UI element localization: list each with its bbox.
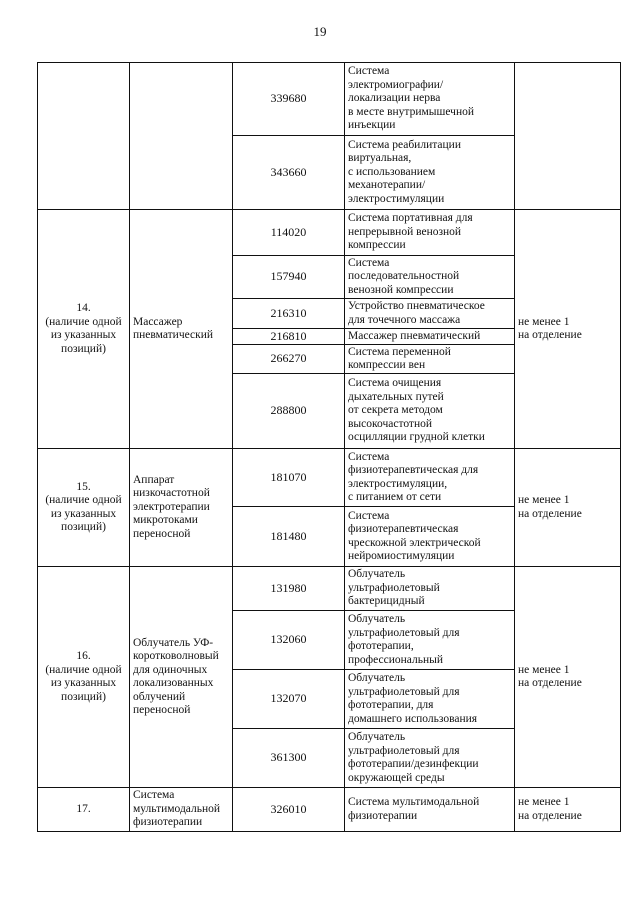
table-row xyxy=(38,449,621,507)
item-name-cell: Система портативная для непрерывной венозной компрессии xyxy=(345,210,515,256)
code-cell: 114020 xyxy=(233,210,345,256)
group-number-cell xyxy=(38,567,130,788)
item-name-cell: Система физиотерапевтическая чрескожной электрической нейромиостимуляции xyxy=(345,507,515,567)
item-name-cell: Облучатель ультрафиолетовый для фототерапии/дезинфекции окружающей среды xyxy=(345,729,515,788)
group-number-cell xyxy=(38,449,130,567)
code-cell: 326010 xyxy=(233,788,345,832)
group-number: 15. xyxy=(76,480,91,493)
device-name-cell: Массажер пневматический xyxy=(130,210,233,449)
item-name-cell: Система мультимодальной физиотерапии xyxy=(345,788,515,832)
item-name-cell: Система очищения дыхательных путей от секрета методом высокочастотной осцилляции грудной клетки xyxy=(345,374,515,449)
device-name-cell: Облучатель УФ- коротковолновый для одиночных локализованных облучений переносной xyxy=(130,567,233,788)
code-cell: 216810 xyxy=(233,329,345,345)
item-name-cell: Облучатель ультрафиолетовый бактерицидный xyxy=(345,567,515,611)
code-cell: 132060 xyxy=(233,611,345,670)
group-note: (наличие одной из указанных позиций) xyxy=(45,663,122,703)
item-name-cell: Система электромиографии/ локализации нерва в месте внутримышечной инъекции xyxy=(345,63,515,136)
device-name-cell xyxy=(130,63,233,210)
code-cell: 181070 xyxy=(233,449,345,507)
group-number-cell xyxy=(38,788,130,832)
item-name-cell: Устройство пневматическое для точечного массажа xyxy=(345,299,515,329)
table-row xyxy=(38,63,621,136)
group-number: 17. xyxy=(76,802,91,815)
item-name-cell: Система последовательностной венозной компрессии xyxy=(345,256,515,299)
item-name-cell: Система физиотерапевтическая для электростимуляции, с питанием от сети xyxy=(345,449,515,507)
table-row xyxy=(38,788,621,832)
quantity-cell: не менее 1 на отделение xyxy=(515,567,621,788)
code-cell: 266270 xyxy=(233,345,345,374)
item-name-cell: Система реабилитации виртуальная, с использованием механотерапии/ электростимуляции xyxy=(345,136,515,210)
group-number: 14. xyxy=(76,302,91,314)
device-name-cell: Аппарат низкочастотной электротерапии микротоками переносной xyxy=(130,449,233,567)
group-number: 16. xyxy=(76,650,91,662)
item-name-cell: Облучатель ультрафиолетовый для фототерапии, для домашнего использования xyxy=(345,670,515,729)
code-cell: 361300 xyxy=(233,729,345,788)
group-note: (наличие одной из указанных позиций) xyxy=(45,494,122,533)
quantity-cell: не менее 1 на отделение xyxy=(515,210,621,449)
code-cell: 131980 xyxy=(233,567,345,611)
item-name-cell: Массажер пневматический xyxy=(345,329,515,345)
quantity-cell: не менее 1 на отделение xyxy=(515,449,621,567)
code-cell: 157940 xyxy=(233,256,345,299)
group-number-cell xyxy=(38,63,130,210)
device-name-cell: Система мультимодальной физиотерапии xyxy=(130,788,233,832)
item-name-cell: Система переменной компрессии вен xyxy=(345,345,515,374)
code-cell: 132070 xyxy=(233,670,345,729)
code-cell: 216310 xyxy=(233,299,345,329)
equipment-table xyxy=(37,62,621,832)
quantity-cell: не менее 1 на отделение xyxy=(515,788,621,832)
quantity-cell xyxy=(515,63,621,210)
item-name-cell: Облучатель ультрафиолетовый для фототерапии, профессиональный xyxy=(345,611,515,670)
code-cell: 181480 xyxy=(233,507,345,567)
table-row xyxy=(38,210,621,256)
code-cell: 343660 xyxy=(233,136,345,210)
table-row xyxy=(38,567,621,611)
group-note: (наличие одной из указанных позиций) xyxy=(45,315,122,355)
code-cell: 339680 xyxy=(233,63,345,136)
group-number-cell xyxy=(38,210,130,449)
code-cell: 288800 xyxy=(233,374,345,449)
page-number: 19 xyxy=(313,24,327,39)
